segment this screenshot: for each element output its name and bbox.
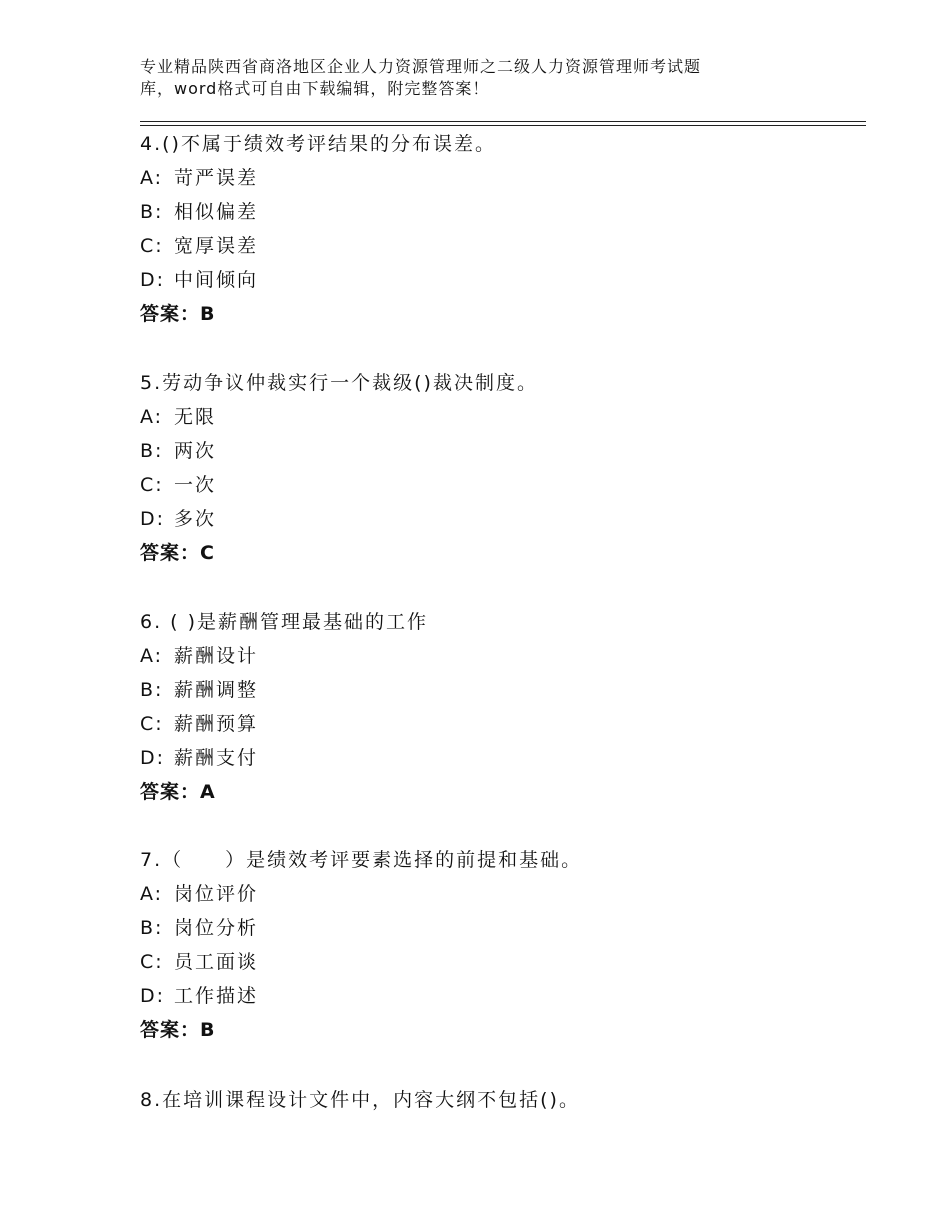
option-label: D: xyxy=(140,985,166,1007)
question-6 xyxy=(140,605,860,809)
answer: 答案：B xyxy=(140,303,216,325)
option-a xyxy=(140,877,860,911)
option-text: 工作描述 xyxy=(174,985,259,1007)
question-stem: 4.()不属于绩效考评结果的分布误差。 xyxy=(140,133,496,155)
option-text: 一次 xyxy=(174,474,217,496)
answer: 答案：C xyxy=(140,542,215,564)
option-text: 岗位分析 xyxy=(174,917,259,939)
option-label: D: xyxy=(140,508,166,530)
option-label: B: xyxy=(140,679,164,701)
option-c xyxy=(140,945,860,979)
option-label: C: xyxy=(140,235,164,257)
header-line-2: 库，word格式可自由下载编辑，附完整答案！ xyxy=(140,79,490,98)
question-stem: 6. ( )是薪酬管理最基础的工作 xyxy=(140,611,429,633)
option-label: C: xyxy=(140,951,164,973)
option-label: B: xyxy=(140,917,164,939)
option-label: B: xyxy=(140,440,164,462)
question-4 xyxy=(140,127,860,331)
option-b xyxy=(140,195,860,229)
header-divider-top xyxy=(140,121,866,122)
option-c xyxy=(140,468,860,502)
option-c xyxy=(140,229,860,263)
option-label: A: xyxy=(140,406,164,428)
option-text: 薪酬设计 xyxy=(174,645,259,667)
option-b xyxy=(140,911,860,945)
question-8 xyxy=(140,1083,860,1117)
option-b xyxy=(140,434,860,468)
option-text: 中间倾向 xyxy=(174,269,259,291)
option-d xyxy=(140,263,860,297)
option-text: 薪酬预算 xyxy=(174,713,259,735)
option-label: A: xyxy=(140,167,164,189)
option-text: 无限 xyxy=(174,406,217,428)
option-b xyxy=(140,673,860,707)
option-text: 薪酬支付 xyxy=(174,747,259,769)
option-a xyxy=(140,639,860,673)
option-d xyxy=(140,741,860,775)
option-text: 员工面谈 xyxy=(174,951,259,973)
question-stem: 5.劳动争议仲裁实行一个裁级()裁决制度。 xyxy=(140,372,538,394)
option-label: D: xyxy=(140,747,166,769)
answer: 答案：A xyxy=(140,781,216,803)
header-divider-bottom xyxy=(140,125,866,126)
option-label: A: xyxy=(140,883,164,905)
option-d xyxy=(140,979,860,1013)
option-text: 岗位评价 xyxy=(174,883,259,905)
option-d xyxy=(140,502,860,536)
option-label: C: xyxy=(140,474,164,496)
option-text: 多次 xyxy=(174,508,217,530)
option-c xyxy=(140,707,860,741)
option-a xyxy=(140,161,860,195)
option-text: 宽厚误差 xyxy=(174,235,259,257)
header-line-1: 专业精品陕西省商洛地区企业人力资源管理师之二级人力资源管理师考试题 xyxy=(140,57,702,76)
question-5 xyxy=(140,366,860,570)
option-text: 苛严误差 xyxy=(174,167,259,189)
option-label: C: xyxy=(140,713,164,735)
option-label: D: xyxy=(140,269,166,291)
answer: 答案：B xyxy=(140,1019,216,1041)
option-text: 两次 xyxy=(174,440,217,462)
option-text: 薪酬调整 xyxy=(174,679,259,701)
option-label: A: xyxy=(140,645,164,667)
option-label: B: xyxy=(140,201,164,223)
option-text: 相似偏差 xyxy=(174,201,259,223)
question-stem: 7.（ ）是绩效考评要素选择的前提和基础。 xyxy=(140,849,583,871)
option-a xyxy=(140,400,860,434)
question-stem: 8.在培训课程设计文件中，内容大纲不包括()。 xyxy=(140,1089,580,1111)
document-header xyxy=(140,56,780,100)
question-7 xyxy=(140,843,860,1047)
